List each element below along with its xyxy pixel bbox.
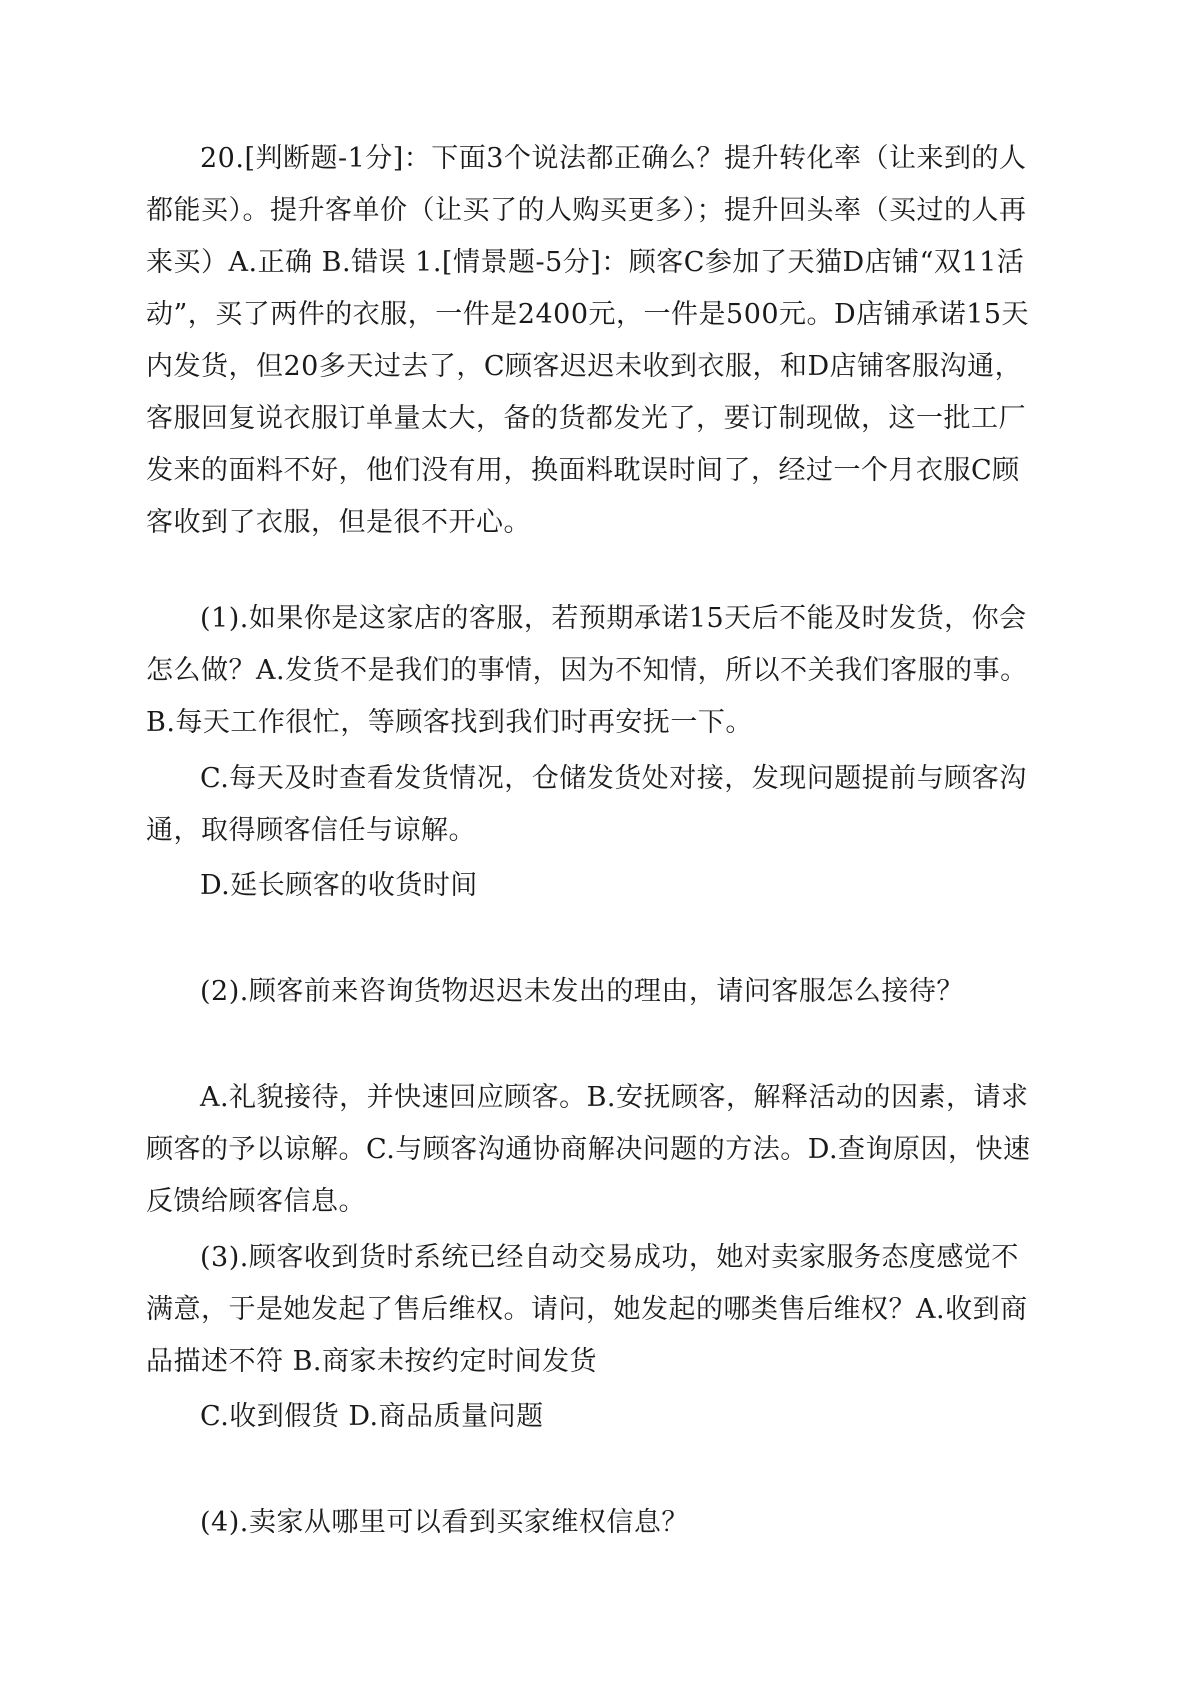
paragraph-question-20-and-scenario: 20.[判断题-1分]：下面3个说法都正确么？提升转化率（让来到的人都能买）。提升客单价（让买了的人购买更多）；提升回头率（买过的人再来买）A.正确 B.错误 1.[情景题-5分]：顾客C参加了天猫D店铺“双11活动”，买了两件的衣服，一件是2400元，一件是500元。D店铺承诺15天内发货，但20多天过去了，C顾客迟迟未收到衣服，和D店铺客服沟通，客服回复说衣服订单量太大，备的货都发光了，要订制现做，这一批工厂发来的面料不好，他们没有用，换面料耽误时间了，经过一个月衣服C顾客收到了衣服，但是很不开心。 [146, 143, 1030, 538]
paragraph-subquestion-2-options: A.礼貌接待，并快速回应顾客。B.安抚顾客，解释活动的因素，请求顾客的予以谅解。C.与顾客沟通协商解决问题的方法。D.查询原因，快速反馈给顾客信息。 [146, 1082, 1031, 1217]
paragraph-subquestion-2: (2).顾客前来咨询货物迟迟未发出的理由，请问客服怎么接待？ [200, 976, 964, 1007]
paragraph-option-d: D.延长顾客的收货时间 [200, 870, 478, 901]
paragraph-subquestion-1: (1).如果你是这家店的客服，若预期承诺15天后不能及时发货，你会怎么做？A.发货不是我们的事情，因为不知情，所以不关我们客服的事。B.每天工作很忙，等顾客找到我们时再安抚一下。 [146, 603, 1028, 738]
paragraph-option-c: C.每天及时查看发货情况，仓储发货处对接，发现问题提前与顾客沟通，取得顾客信任与谅解。 [146, 763, 1027, 846]
paragraph-subquestion-3-options: C.收到假货 D.商品质量问题 [200, 1401, 544, 1432]
paragraph-subquestion-4: (4).卖家从哪里可以看到买家维权信息？ [200, 1507, 689, 1538]
paragraph-subquestion-3: (3).顾客收到货时系统已经自动交易成功，她对卖家服务态度感觉不满意，于是她发起了售后维权。请问，她发起的哪类售后维权？A.收到商品描述不符 B.商家未按约定时间发货 [146, 1242, 1028, 1377]
